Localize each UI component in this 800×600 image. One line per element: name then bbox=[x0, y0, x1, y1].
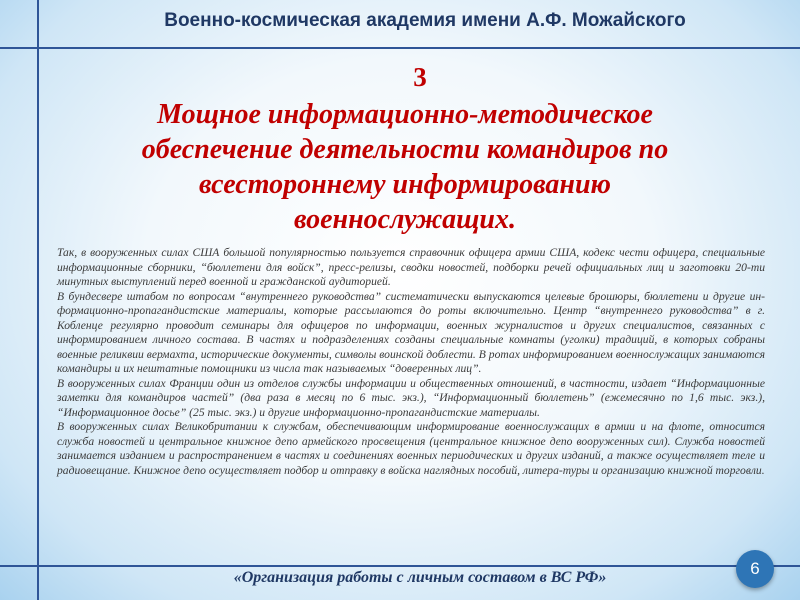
paragraph-germany: В бундесвере штабом по вопросам “внутреннего руководства” систематически выпускаются целевые брошюры, бюллетени и другие ин-формационно-пропагандистские материалы, которые рассылаются до роты включительно. Центр “внутреннего руководства” в г. Кобленце регулярно проводит семинары для офицеров по информации, военных журналистов и других специалистов, связанных с информированием личного состава. В частях и подразделениях созданы специальные комнаты (уголки) традиций, в которых собраны военные реликвии вермахта, исторические документы, символы воинской доблести. В ротах информированием военнослужащих занимаются командиры и их нештатные помощники из числа так называемых “доверенных лиц”. bbox=[57, 289, 765, 375]
body-text bbox=[57, 246, 765, 478]
page-number-badge: 6 bbox=[736, 550, 774, 588]
slide-section-number: 3 bbox=[413, 62, 427, 92]
header-divider bbox=[0, 47, 800, 49]
left-vertical-rule bbox=[37, 0, 39, 600]
footer-course-title: «Организация работы с личным составом в ВС РФ» bbox=[233, 569, 607, 586]
paragraph-france: В вооруженных силах Франции один из отделов службы информации и общественных отношений, в частности, издает “Информационные заметки для командиров частей” (два раза в месяц по 6 тыс. экз.), “Информационный бюллетень” (ежемесячно по 1,6 тыс. экз.), “Информационное досье” (25 тыс. экз.) и другие информационно-пропагандистские материалы. bbox=[57, 376, 765, 419]
header-title: Военно-космическая академия имени А.Ф. Можайского bbox=[164, 10, 686, 31]
footer-divider bbox=[0, 565, 800, 567]
paragraph-usa: Так, в вооруженных силах США большой популярностью пользуется справочник офицера армии США, кодекс чести офицера, специальные информационные сборники, “бюллетени для войск”, пресс-релизы, сводки новостей, подборки речей официальных лиц и заготовки 20-ти минутных выступлений перед военной и гражданской аудиторией. bbox=[57, 246, 765, 288]
paragraph-uk: В вооруженных силах Великобритании к службам, обеспечивающим информирование военнослужащих в армии и на флоте, относится служба новостей и центральное книжное депо армейского просвещения (центральное книжное депо вооруженных сил). Служба новостей занимается изданием и распространением в частях и соединениях военных периодических и других изданий, а также осуществляет теле и радиовещание. Книжное депо осуществляет подбор и отправку в войска наглядных пособий, литера-туры и организацию книжной торговли. bbox=[57, 420, 765, 477]
slide-heading: Мощное информационно-методическое обеспечение деятельности командиров по всестороннему информированию военнослужащих. bbox=[141, 99, 669, 235]
